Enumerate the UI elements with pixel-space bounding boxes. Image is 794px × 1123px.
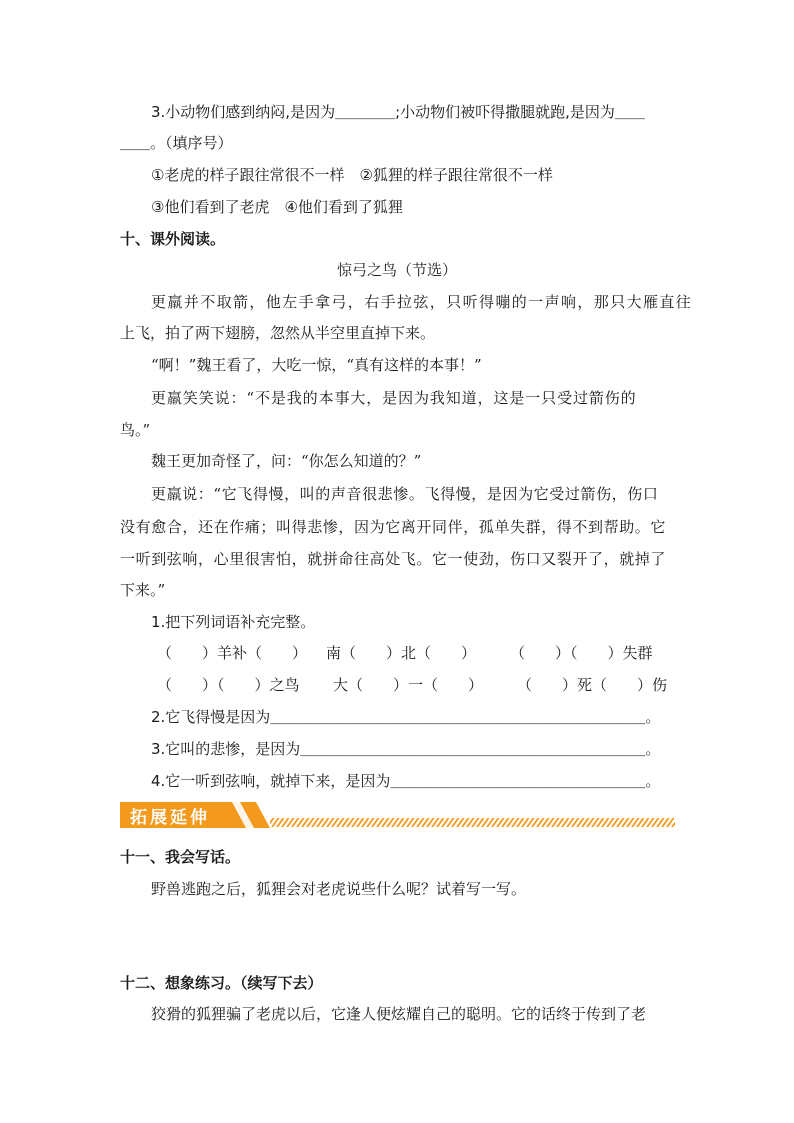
passage-line: 下来。” bbox=[120, 581, 166, 599]
section12-heading: 十二、想象练习。（续写下去） bbox=[120, 974, 323, 992]
banner-label: 拓展延伸 bbox=[130, 808, 210, 828]
q3-line2: ＿＿。（填序号） bbox=[120, 134, 233, 152]
section11-prompt: 野兽逃跑之后，狐狸会对老虎说些什么呢？试着写一写。 bbox=[151, 880, 527, 898]
passage-line: “啊！”魏王看了，大吃一惊，“真有这样的本事！” bbox=[151, 356, 482, 374]
section10-heading: 十、课外阅读。 bbox=[120, 230, 226, 248]
banner-stripe bbox=[270, 818, 675, 827]
q3-options-line1: ①老虎的样子跟往常很不一样 ②狐狸的样子跟往常很不一样 bbox=[151, 166, 553, 184]
q3-options-line2: ③他们看到了老虎 ④他们看到了狐狸 bbox=[151, 198, 403, 216]
idiom-blank: （ ）（ ）失群 bbox=[510, 644, 653, 662]
idiom-row-1 bbox=[0, 642, 794, 664]
passage-line: 更羸说：“它飞得慢，叫的声音很悲惨。飞得慢，是因为它受过箭伤，伤口 bbox=[151, 485, 659, 503]
idiom-blank: 大（ ）一（ ） bbox=[333, 676, 484, 694]
q3-line1: 3.小动物们感到纳闷,是因为＿＿＿＿;小动物们被吓得撒腿就跑,是因为＿＿ bbox=[151, 103, 645, 121]
passage-line: 鸟。” bbox=[120, 421, 151, 439]
q4-line: 4.它一听到弦响，就掉下来，是因为＿＿＿＿＿＿＿＿＿＿＿＿＿＿＿＿＿。 bbox=[151, 772, 661, 790]
idiom-row-2 bbox=[0, 674, 794, 696]
idiom-blank: （ ）（ ）之鸟 bbox=[157, 676, 300, 694]
passage-line: 魏王更加奇怪了，问：“你怎么知道的？” bbox=[151, 452, 422, 470]
q1-label: 1.把下列词语补充完整。 bbox=[151, 613, 316, 631]
section12-text: 狡猾的狐狸骗了老虎以后，它逢人便炫耀自己的聪明。它的话终于传到了老 bbox=[151, 1005, 647, 1023]
passage-line: 一听到弦响，心里很害怕，就拼命往高处飞。它一使劲，伤口又裂开了，就掉了 bbox=[120, 550, 667, 568]
passage-line: 没有愈合，还在作痛；叫得悲惨，因为它离开同伴，孤单失群，得不到帮助。它 bbox=[120, 518, 667, 536]
section11-heading: 十一、我会写话。 bbox=[120, 848, 241, 866]
passage-line: 上飞，拍了两下翅膀，忽然从半空里直掉下来。 bbox=[120, 324, 436, 342]
q2-line: 2.它飞得慢是因为＿＿＿＿＿＿＿＿＿＿＿＿＿＿＿＿＿＿＿＿＿＿＿＿＿。 bbox=[151, 708, 661, 726]
idiom-blank: （ ）死（ ）伤 bbox=[517, 676, 668, 694]
idiom-blank: （ ）羊补（ ） bbox=[157, 644, 308, 662]
passage-line: 更羸并不取箭，他左手拿弓，右手拉弦，只听得嘣的一声响，那只大雁直往 bbox=[151, 293, 693, 311]
section-banner bbox=[120, 800, 675, 830]
passage-title: 惊弓之鸟（节选） bbox=[336, 261, 457, 279]
idiom-blank: 南（ ）北（ ） bbox=[326, 644, 477, 662]
passage-line: 更羸笑笑说：“不是我的本事大，是因为我知道，这是一只受过箭伤的 bbox=[151, 389, 637, 407]
q3-line: 3.它叫的悲惨，是因为＿＿＿＿＿＿＿＿＿＿＿＿＿＿＿＿＿＿＿＿＿＿＿。 bbox=[151, 740, 661, 758]
